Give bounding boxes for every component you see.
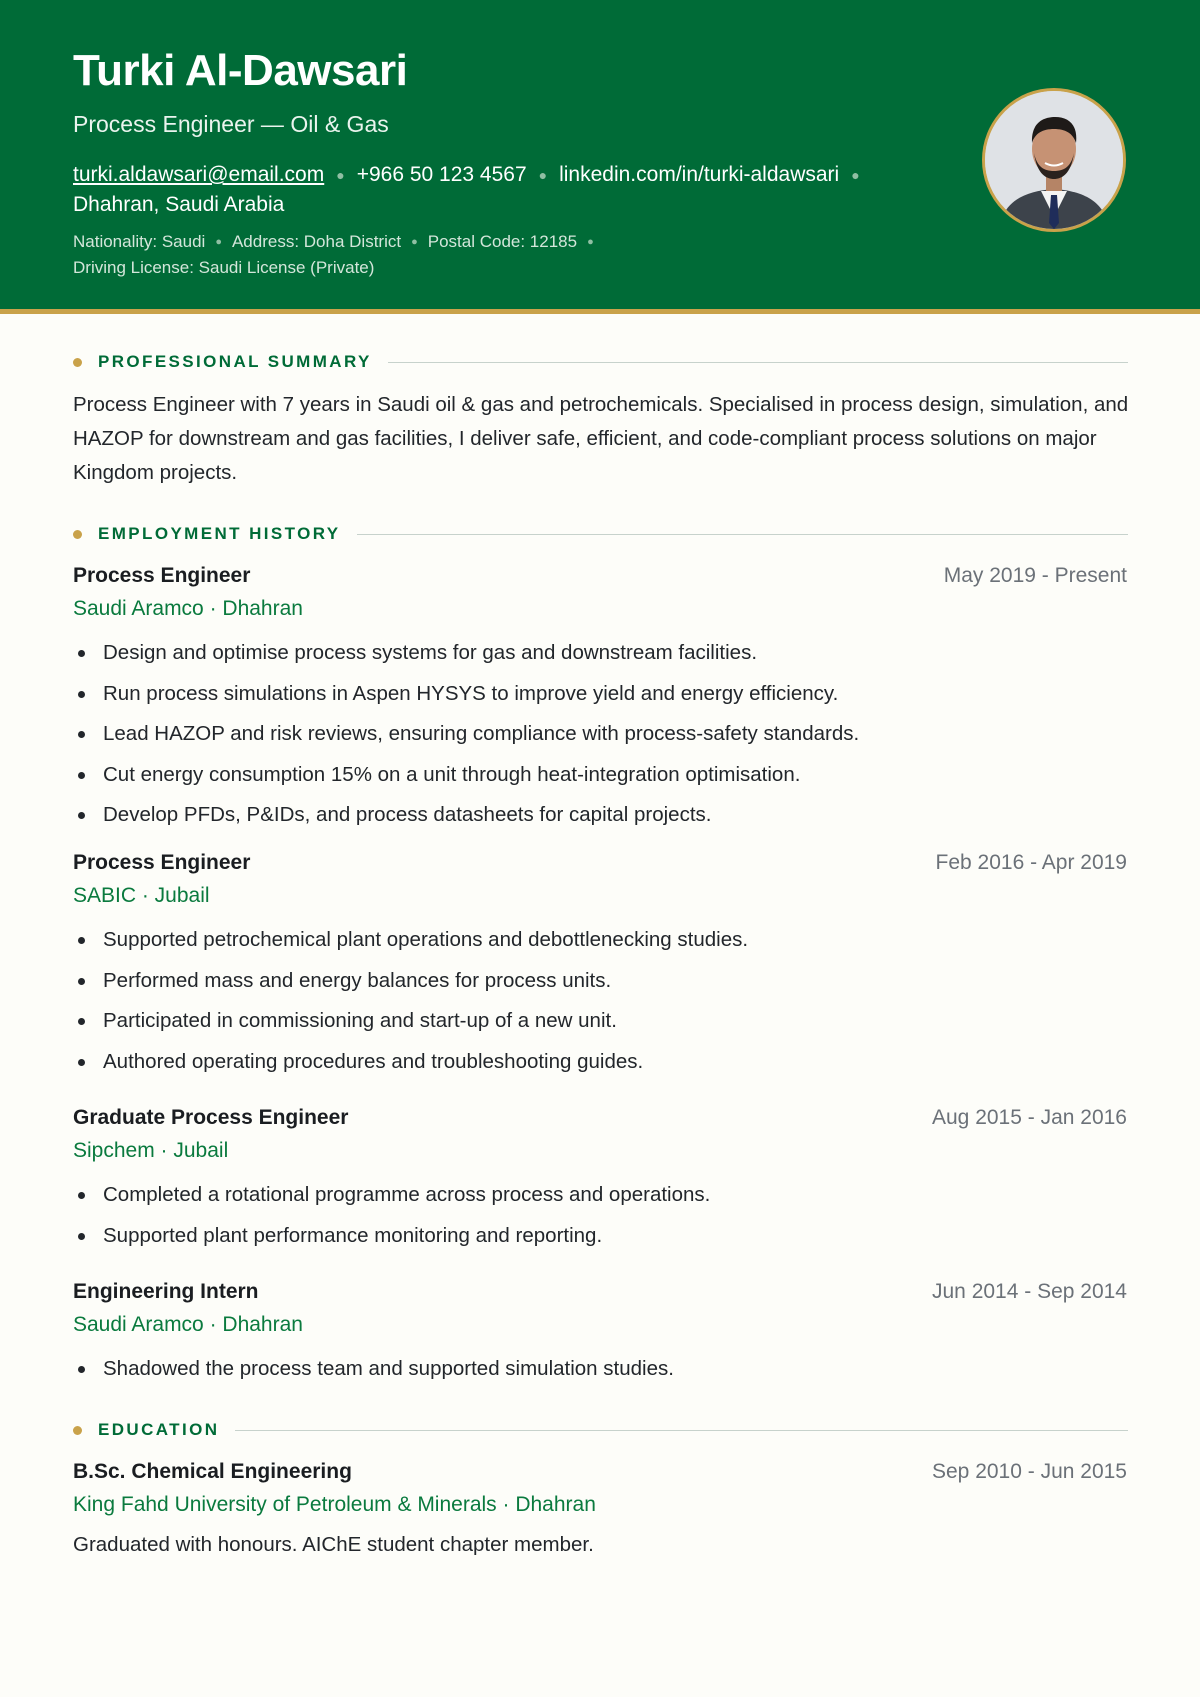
job-title: Process Engineer [73,564,251,587]
email-link[interactable]: turki.aldawsari@email.com [73,163,325,186]
section-bullet-icon [73,530,82,539]
section-divider [357,534,1129,535]
separator-dot: ● [215,236,222,249]
address: Address: Doha District [231,232,402,251]
list-item: Performed mass and energy balances for process units. [73,961,1133,1002]
candidate-name: Turki Al-Dawsari [73,46,408,95]
education-date: Sep 2010 - Jun 2015 [932,1460,1127,1483]
section-label: EMPLOYMENT HISTORY [98,524,341,543]
contact-line [73,160,933,220]
job-bullets [73,1349,1133,1390]
list-item: Authored operating procedures and troubleshooting guides. [73,1042,1133,1083]
job-organization: Saudi Aramco · Dhahran [73,1313,303,1336]
list-item: Run process simulations in Aspen HYSYS to improve yield and energy efficiency. [73,674,1133,715]
person-avatar-icon [985,91,1123,229]
job-organization: Sipchem · Jubail [73,1139,229,1162]
job-bullets [73,633,1133,836]
section-title-education [73,1420,1128,1440]
section-label: PROFESSIONAL SUMMARY [98,352,372,371]
job-organization: SABIC · Jubail [73,884,210,907]
section-title-employment [73,524,1128,544]
job-date: May 2019 - Present [943,564,1127,587]
job-title: Graduate Process Engineer [73,1106,349,1129]
job-date: Feb 2016 - Apr 2019 [935,851,1127,874]
section-divider [235,1430,1128,1431]
job-bullets [73,1175,1133,1256]
list-item: Supported plant performance monitoring and reporting. [73,1216,1133,1257]
candidate-headline: Process Engineer — Oil & Gas [73,111,389,137]
list-item: Develop PFDs, P&IDs, and process datasheets for capital projects. [73,795,1133,836]
school-name: King Fahd University of Petroleum & Minerals · Dhahran [73,1493,596,1516]
separator-dot: ● [411,236,418,249]
job-title: Process Engineer [73,851,251,874]
separator-dot: ● [336,167,345,184]
list-item: Shadowed the process team and supported simulation studies. [73,1349,1133,1390]
job-bullets [73,920,1133,1082]
postal-code: Postal Code: 12185 [427,232,578,251]
education-note: Graduated with honours. AIChE student chapter member. [73,1533,594,1556]
list-item: Lead HAZOP and risk reviews, ensuring compliance with process-safety standards. [73,714,1133,755]
job-date: Aug 2015 - Jan 2016 [932,1106,1127,1129]
list-item: Completed a rotational programme across process and operations. [73,1175,1133,1216]
list-item: Design and optimise process systems for gas and downstream facilities. [73,633,1133,674]
personal-details [73,229,833,280]
degree-title: B.Sc. Chemical Engineering [73,1460,352,1483]
driving-license: Driving License: Saudi License (Private) [73,258,375,278]
nationality: Nationality: Saudi [73,232,206,251]
location: Dhahran, Saudi Arabia [73,193,285,217]
section-bullet-icon [73,1426,82,1435]
resume-header [0,0,1200,314]
separator-dot: ● [538,167,548,184]
linkedin-link[interactable]: linkedin.com/in/turki-aldawsari [559,163,840,186]
job-organization: Saudi Aramco · Dhahran [73,597,303,620]
section-bullet-icon [73,358,82,367]
job-date: Jun 2014 - Sep 2014 [932,1280,1127,1303]
job-title: Engineering Intern [73,1280,259,1303]
list-item: Participated in commissioning and start-up of a new unit. [73,1001,1133,1042]
summary-text: Process Engineer with 7 years in Saudi oil & gas and petrochemicals. Specialised in process design, simulation, and HAZOP for downstream and gas facilities, I deliver safe, efficient, and code-compliant process solutions on major Kingdom projects. [73,393,1129,484]
list-item: Supported petrochemical plant operations and debottlenecking studies. [73,920,1133,961]
section-label: EDUCATION [98,1420,220,1439]
separator-dot: ● [587,236,594,249]
section-title-summary [73,352,1128,372]
list-item: Cut energy consumption 15% on a unit through heat-integration optimisation. [73,755,1133,796]
section-divider [388,362,1128,363]
phone-number: +966 50 123 4567 [356,163,527,186]
profile-photo [982,88,1126,232]
separator-dot: ● [851,167,860,184]
